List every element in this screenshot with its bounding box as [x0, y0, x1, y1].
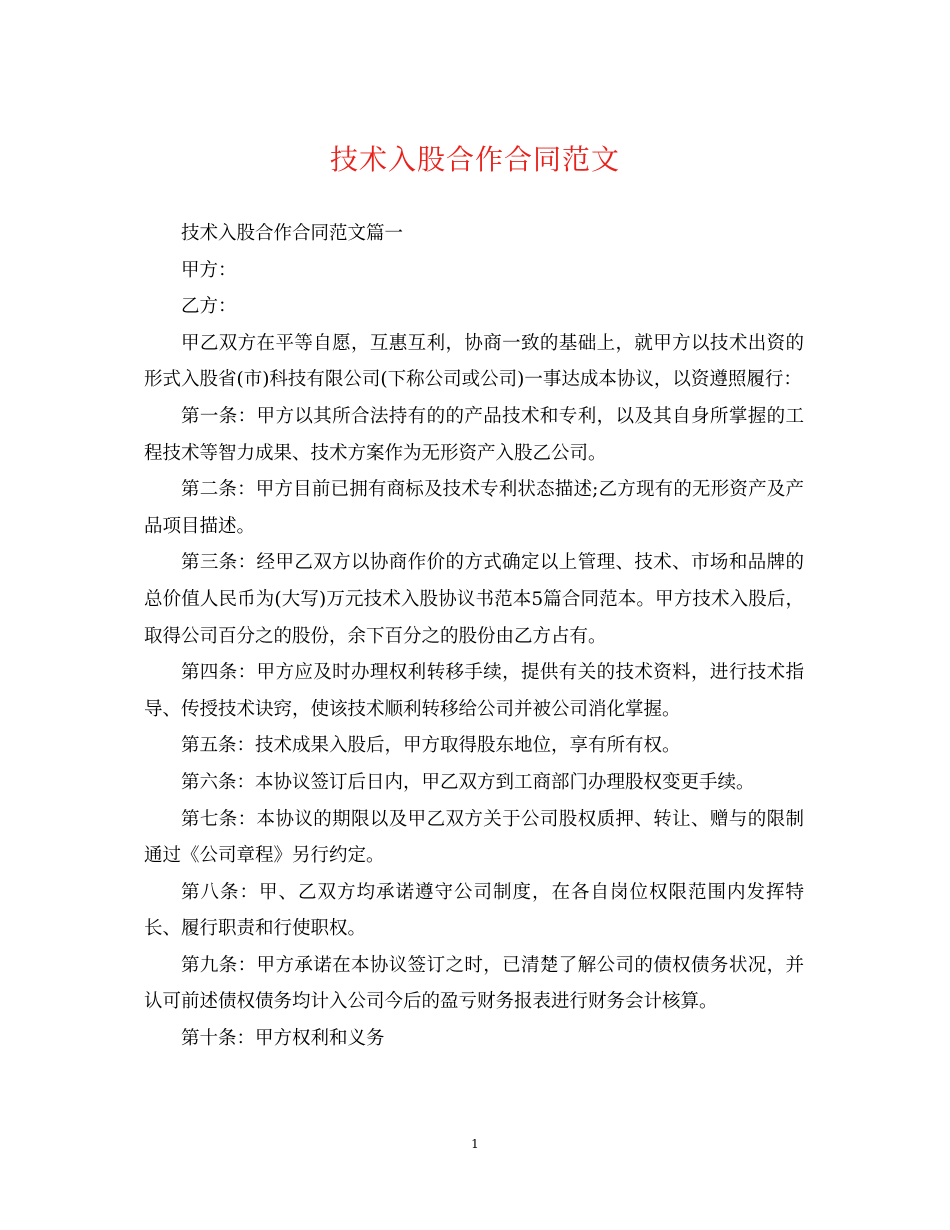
paragraph-article-7: 第七条：本协议的期限以及甲乙双方关于公司股权质押、转让、赠与的限制通过《公司章程》另行约定。: [144, 808, 804, 867]
paragraph-party-a: 甲方：: [181, 259, 237, 281]
paragraph-preamble: 甲乙双方在平等自愿，互惠互利，协商一致的基础上，就甲方以技术出资的形式入股省(市)科技有限公司(下称公司或公司)一事达成本协议，以资遵照履行：: [144, 332, 804, 391]
paragraph-article-4: 第四条：甲方应及时办理权利转移手续，提供有关的技术资料，进行技术指导、传授技术诀窍，使该技术顺利转移给公司并被公司消化掌握。: [144, 662, 804, 720]
document-body: [144, 216, 804, 1058]
paragraph-article-1: 第一条：甲方以其所合法持有的的产品技术和专利，以及其自身所掌握的工程技术等智力成果、技术方案作为无形资产入股乙公司。: [144, 405, 804, 464]
paragraph-article-2: 第二条：甲方目前已拥有商标及技术专利状态描述;乙方现有的无形资产及产品项目描述。: [144, 479, 804, 537]
paragraph-article-9: 第九条：甲方承诺在本协议签订之时，已清楚了解公司的债权债务状况，并认可前述债权债务均计入公司今后的盈亏财务报表进行财务会计核算。: [144, 954, 804, 1013]
paragraph-article-5: 第五条：技术成果入股后，甲方取得股东地位，享有所有权。: [181, 735, 681, 757]
paragraph-subtitle: 技术入股合作合同范文篇一: [181, 223, 404, 244]
paragraph-article-6: 第六条：本协议签订后日内，甲乙双方到工商部门办理股权变更手续。: [181, 771, 755, 793]
paragraph-article-10: 第十条：甲方权利和义务: [181, 1028, 385, 1050]
document-title: 技术入股合作合同范文: [329, 143, 620, 176]
page-number: 1: [471, 1137, 479, 1151]
paragraph-article-8: 第八条：甲、乙双方均承诺遵守公司制度，在各自岗位权限范围内发挥特长、履行职责和行使职权。: [144, 881, 804, 940]
paragraph-party-b: 乙方：: [181, 296, 237, 318]
paragraph-article-3: 第三条：经甲乙双方以协商作价的方式确定以上管理、技术、市场和品牌的总价值人民币为(大写)万元技术入股协议书范本5篇合同范本。甲方技术入股后，取得公司百分之的股份，余下百分之的股份由乙方占有。: [144, 552, 804, 647]
